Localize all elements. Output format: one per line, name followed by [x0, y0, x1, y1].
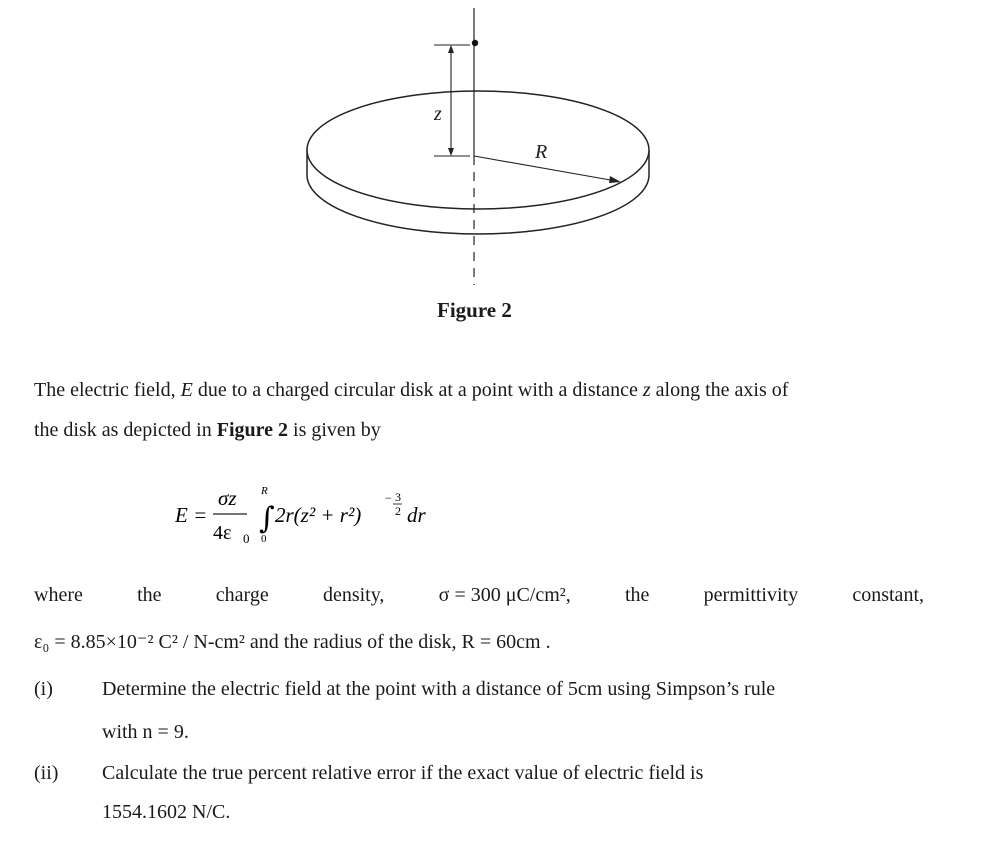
where-word-6: permittivity: [703, 584, 799, 606]
disk-top-face: [307, 91, 649, 209]
z-arrow-top: [448, 45, 454, 53]
eq-den-sub: 0: [243, 531, 250, 546]
integral-equation: [175, 480, 475, 550]
sigma-value: σ = 300 μC/cm²,: [438, 584, 571, 606]
where-word-5: the: [625, 584, 650, 606]
eq-exp-den: 2: [395, 504, 401, 518]
where-line-2: ε₀ = 8.85×10⁻² C² / N-cm² and the radius of the disk, R = 60cm .: [34, 631, 551, 653]
item-ii-line-1: Calculate the true percent relative error if the exact value of electric field is: [102, 762, 704, 784]
intro-text-c: along the axis of: [655, 379, 789, 401]
figure-caption: Figure 2: [437, 298, 512, 322]
eq-lhs: E =: [175, 503, 208, 527]
where-word-7: constant,: [852, 584, 924, 606]
where-word-1: where: [34, 584, 83, 606]
eq-dr: dr: [407, 503, 426, 527]
intro-line-2: [34, 410, 381, 450]
figure-reference: Figure 2: [216, 419, 289, 441]
where-word-3: charge: [215, 584, 269, 606]
disk-figure: [0, 0, 1002, 300]
field-point: [472, 40, 478, 46]
eq-numerator: σz: [218, 486, 237, 510]
item-i-line-1: Determine the electric field at the point with a distance of 5cm using Simpson’s rule: [102, 678, 776, 700]
where-word-4: density,: [322, 584, 385, 606]
intro-text-d: the disk as depicted in: [34, 419, 212, 441]
eq-lower-limit: 0: [261, 533, 267, 545]
item-i-line-2: with n = 9.: [102, 721, 189, 743]
eq-denominator: 4ε: [213, 522, 232, 544]
item-ii-number: (ii): [34, 762, 59, 784]
item-i-number: (i): [34, 678, 53, 700]
intro-text-a: The electric field,: [34, 379, 176, 401]
where-word-2: the: [137, 584, 162, 606]
symbol-z: z: [642, 379, 651, 401]
z-label: z: [434, 103, 442, 125]
eq-integral-sign: ∫: [259, 501, 275, 536]
where-line-1: [34, 575, 924, 615]
intro-text-e: is given by: [293, 419, 381, 441]
r-label: R: [535, 141, 548, 163]
eq-exp-minus: −: [385, 491, 392, 505]
eq-upper-limit: R: [261, 485, 268, 497]
intro-line-1: [34, 370, 788, 410]
symbol-e: E: [180, 379, 193, 401]
eq-integrand: 2r(z² + r²): [275, 503, 362, 527]
eq-exp-num: 3: [395, 490, 401, 504]
intro-text-b: due to a charged circular disk at a point with a distance: [197, 379, 638, 401]
item-ii-line-2: 1554.1602 N/C.: [102, 801, 231, 823]
